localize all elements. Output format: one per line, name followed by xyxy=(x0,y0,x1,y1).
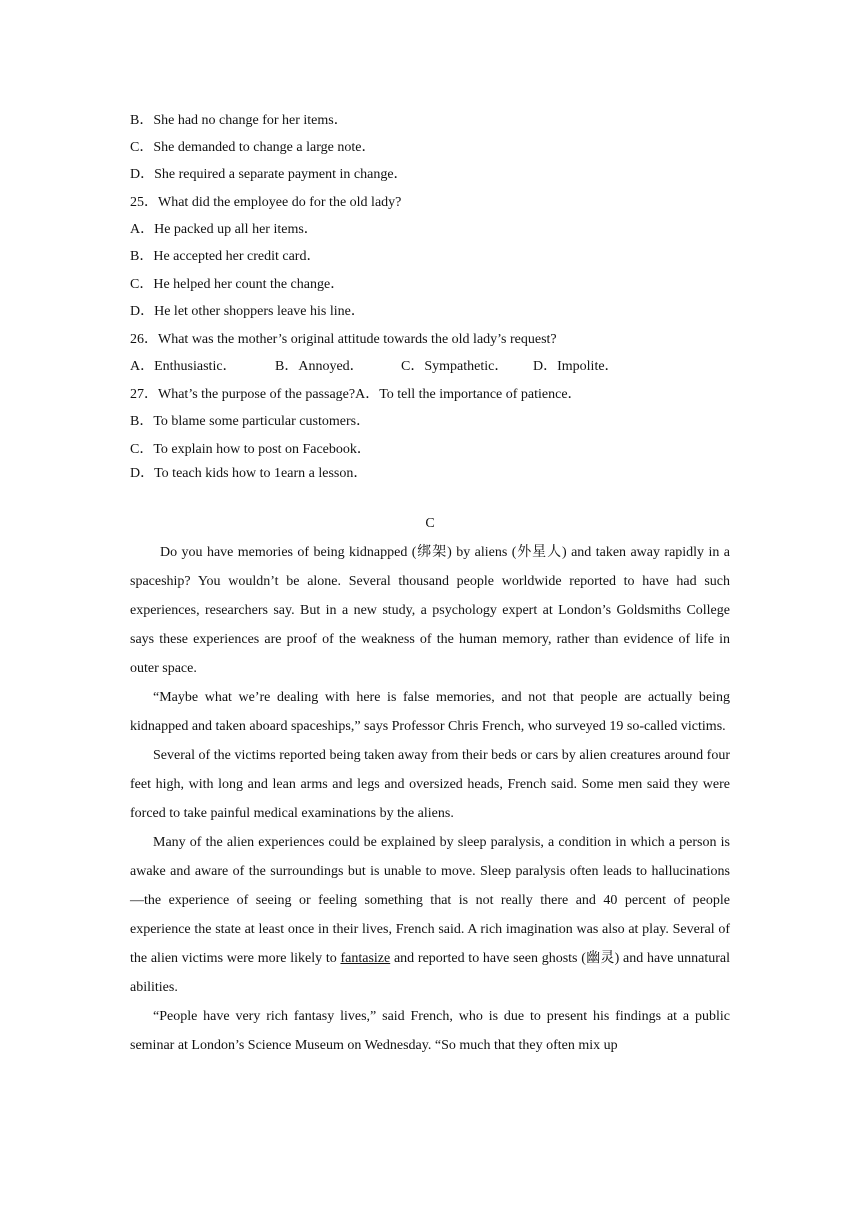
section-title: C xyxy=(425,516,435,531)
passage-paragraph-5: “People have very rich fantasy lives,” said French, who is due to present his findings at a public seminar at London’s Science Museum on Wednesday. “So much that they often mix up xyxy=(130,1009,730,1053)
q26-option-d: D．Impolite． xyxy=(533,359,619,374)
q27-option-b: B．To blame some particular customers． xyxy=(130,414,371,429)
passage-paragraph-1: Do you have memories of being kidnapped (绑架) by aliens (外星人) and taken away rapidly in a spaceship? You wouldn’t be alone. Several thousand people worldwide reported to have had such experiences, researchers say. But in a new study, a psychology expert at London’s Goldsmiths College says these experiences are proof of the weakness of the human memory, rather than evidence of life in outer space. xyxy=(130,545,730,676)
q24-option-c: C．She demanded to change a large note． xyxy=(130,140,376,155)
q26-option-b: B．Annoyed． xyxy=(275,359,364,374)
paragraph-4-text: Many of the alien experiences could be explained by sleep paralysis, a condition in which a person is awake and aware of the surroundings but is unable to move. Sleep paralysis often leads to hallucinations —the experience of seeing or feeling something that is not really there and 40 percent of people experience the state at least once in their lives, French said. A rich imagination was also at play. Several of the alien victims were more likely to xyxy=(130,835,730,966)
passage-paragraph-4 xyxy=(130,828,730,1002)
q26-stem: 26．What was the mother’s original attitude towards the old lady’s request? xyxy=(130,332,557,347)
q26-option-a: A．Enthusiastic． xyxy=(130,359,237,374)
q24-option-d: D．She required a separate payment in change． xyxy=(130,167,408,182)
passage-paragraph-2: “Maybe what we’re dealing with here is false memories, and not that people are actually being kidnapped and taken aboard spaceships,” says Professor Chris French, who surveyed 19 so-called victims. xyxy=(130,690,730,734)
q25-stem: 25．What did the employee do for the old lady? xyxy=(130,195,402,210)
paragraph-4-end: and reported to have seen ghosts (幽灵) and have unnatural abilities. xyxy=(130,951,731,995)
q27-stem: 27．What’s the purpose of the passage?A．To tell the importance of patience． xyxy=(130,387,582,402)
q24-option-b: B．She had no change for her items． xyxy=(130,113,348,128)
q27-option-c: C．To explain how to post on Facebook． xyxy=(130,442,371,457)
q25-option-c: C．He helped her count the change． xyxy=(130,277,345,292)
q27-option-d: D．To teach kids how to 1earn a lesson． xyxy=(130,466,368,481)
q25-option-a: A．He packed up all her items． xyxy=(130,222,318,237)
q25-option-b: B．He accepted her credit card． xyxy=(130,249,321,264)
q26-option-c: C．Sympathetic． xyxy=(401,359,509,374)
q25-option-d: D．He let other shoppers leave his line． xyxy=(130,304,365,319)
passage-paragraph-3: Several of the victims reported being taken away from their beds or cars by alien creatures around four feet high, with long and lean arms and legs and oversized heads, French said. Some men said they were forced to take painful medical examinations by the aliens. xyxy=(130,748,730,821)
passage-c xyxy=(130,538,730,1060)
underlined-word-fantasize: fantasize xyxy=(340,951,391,966)
